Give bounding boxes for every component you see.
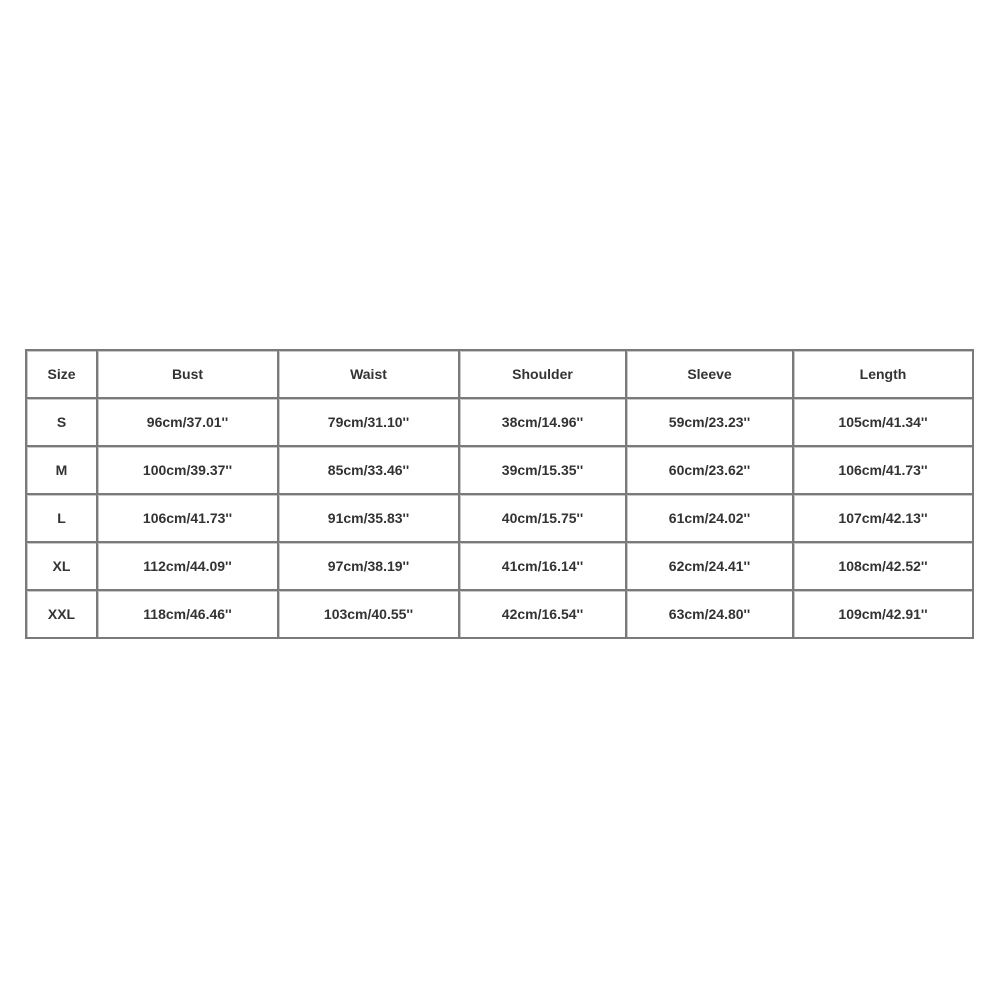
- bust-cell: 100cm/39.37'': [98, 447, 279, 495]
- table-row: [27, 543, 972, 591]
- length-cell: 105cm/41.34'': [794, 399, 972, 447]
- waist-cell: 103cm/40.55'': [279, 591, 460, 637]
- column-header-bust: Bust: [98, 351, 279, 399]
- table-row: [27, 447, 972, 495]
- shoulder-cell: 42cm/16.54'': [460, 591, 627, 637]
- shoulder-cell: 39cm/15.35'': [460, 447, 627, 495]
- waist-cell: 91cm/35.83'': [279, 495, 460, 543]
- table-row: [27, 591, 972, 637]
- length-cell: 106cm/41.73'': [794, 447, 972, 495]
- sleeve-cell: 63cm/24.80'': [627, 591, 794, 637]
- sleeve-cell: 60cm/23.62'': [627, 447, 794, 495]
- column-header-sleeve: Sleeve: [627, 351, 794, 399]
- sleeve-cell: 59cm/23.23'': [627, 399, 794, 447]
- bust-cell: 96cm/37.01'': [98, 399, 279, 447]
- table-body: [27, 399, 972, 637]
- bust-cell: 106cm/41.73'': [98, 495, 279, 543]
- length-cell: 108cm/42.52'': [794, 543, 972, 591]
- bust-cell: 118cm/46.46'': [98, 591, 279, 637]
- size-cell: S: [27, 399, 98, 447]
- size-cell: L: [27, 495, 98, 543]
- table-row: [27, 495, 972, 543]
- size-cell: XXL: [27, 591, 98, 637]
- table-header: [27, 351, 972, 399]
- shoulder-cell: 40cm/15.75'': [460, 495, 627, 543]
- size-chart-table: [25, 349, 974, 639]
- column-header-shoulder: Shoulder: [460, 351, 627, 399]
- header-row: [27, 351, 972, 399]
- size-cell: XL: [27, 543, 98, 591]
- waist-cell: 85cm/33.46'': [279, 447, 460, 495]
- waist-cell: 97cm/38.19'': [279, 543, 460, 591]
- column-header-waist: Waist: [279, 351, 460, 399]
- length-cell: 107cm/42.13'': [794, 495, 972, 543]
- shoulder-cell: 41cm/16.14'': [460, 543, 627, 591]
- sleeve-cell: 61cm/24.02'': [627, 495, 794, 543]
- size-cell: M: [27, 447, 98, 495]
- table-row: [27, 399, 972, 447]
- column-header-size: Size: [27, 351, 98, 399]
- bust-cell: 112cm/44.09'': [98, 543, 279, 591]
- shoulder-cell: 38cm/14.96'': [460, 399, 627, 447]
- sleeve-cell: 62cm/24.41'': [627, 543, 794, 591]
- waist-cell: 79cm/31.10'': [279, 399, 460, 447]
- column-header-length: Length: [794, 351, 972, 399]
- length-cell: 109cm/42.91'': [794, 591, 972, 637]
